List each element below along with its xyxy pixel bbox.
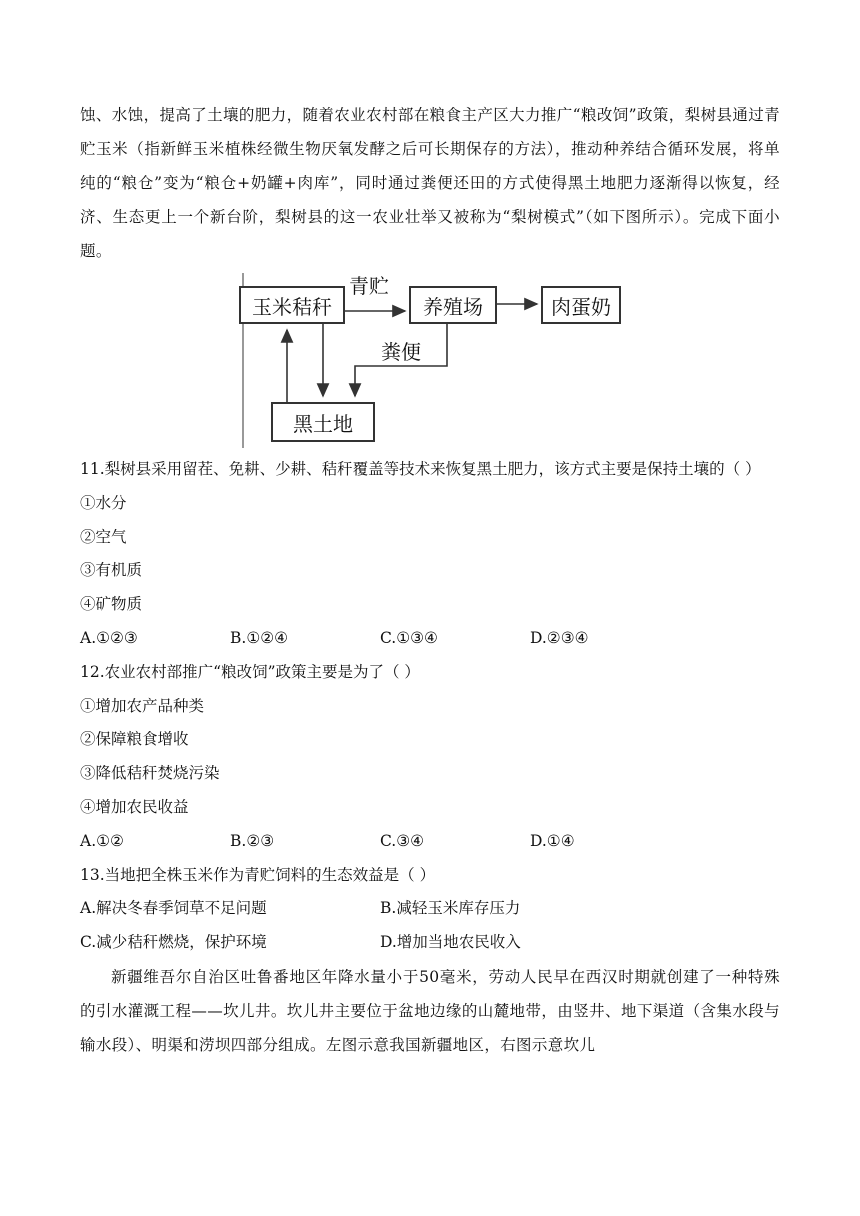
corn-straw-box: 玉米秸秆 [239,286,345,324]
intro-paragraph: 蚀、水蚀，提高了土壤的肥力，随着农业农村部在粮食主产区大力推广“粮改饲”政策，梨树县通过青贮玉米（指新鲜玉米植株经微生物厌氧发酵之后可长期保存的方法），推动种养结合循环发展，将单纯的“粮仓”变为“粮仓+奶罐+肉库”，同时通过粪便还田的方式使得黑土地肥力逐渐得以恢复，经济、生态更上一个新台阶，梨树县的这一农业壮举又被称为“梨树模式”（如下图所示）。完成下面小题。 [80,106,780,260]
q12-item: ③降低秸秆焚烧污染 [80,764,220,783]
products-box: 肉蛋奶 [541,286,621,324]
q13-options-row-2 [80,926,780,960]
q12-option-d: D.①④ [530,831,575,850]
q11-options [80,622,780,656]
manure-label: 粪便 [381,340,421,364]
q12-item: ②保障粮食增收 [80,730,189,749]
q11-option-b: B.①②④ [230,628,289,647]
q12-item: ④增加农民收益 [80,797,189,816]
q12-option-a: A.①② [80,831,124,850]
farm-box: 养殖场 [409,286,497,324]
q13-option-d: D.增加当地农民收入 [380,933,521,952]
black-soil-box: 黑土地 [271,402,375,442]
document-page [80,98,780,1062]
q12-item: ①增加农产品种类 [80,696,205,715]
question-11-stem: 11.梨树县采用留茬、免耕、少耕、秸秆覆盖等技术来恢复黑土肥力，该方式主要是保持土壤的（ ） [80,460,761,478]
lishu-model-diagram [235,268,635,453]
q11-item: ③有机质 [80,561,143,580]
q11-item: ②空气 [80,527,127,546]
question-12-stem: 12.农业农村部推广“粮改饲”政策主要是为了（ ） [80,662,420,681]
q13-option-c: C.减少秸秆燃烧，保护环境 [80,933,267,952]
q13-option-a: A.解决冬春季饲草不足问题 [80,899,267,918]
q11-item: ④矿物质 [80,595,143,614]
q13-options-row-1 [80,892,780,926]
q12-option-b: B.②③ [230,831,275,850]
q11-item: ①水分 [80,493,127,512]
q11-option-d: D.②③④ [530,628,589,647]
q13-option-b: B.减轻玉米库存压力 [380,899,521,918]
q12-options [80,825,780,859]
karez-paragraph: 新疆维吾尔自治区吐鲁番地区年降水量小于50毫米，劳动人民早在西汉时期就创建了一种特殊的引水灌溉工程——坎儿井。坎儿井主要位于盆地边缘的山麓地带，由竖井、地下渠道（含集水段与输水段）、明渠和涝坝四部分组成。左图示意我国新疆地区，右图示意坎儿 [80,967,780,1054]
question-13-stem: 13.当地把全株玉米作为青贮饲料的生态效益是（ ） [80,865,436,884]
q11-option-c: C.①③④ [380,628,438,647]
q11-option-a: A.①②③ [80,628,138,647]
silage-label: 青贮 [349,274,389,298]
q12-option-c: C.③④ [380,831,425,850]
